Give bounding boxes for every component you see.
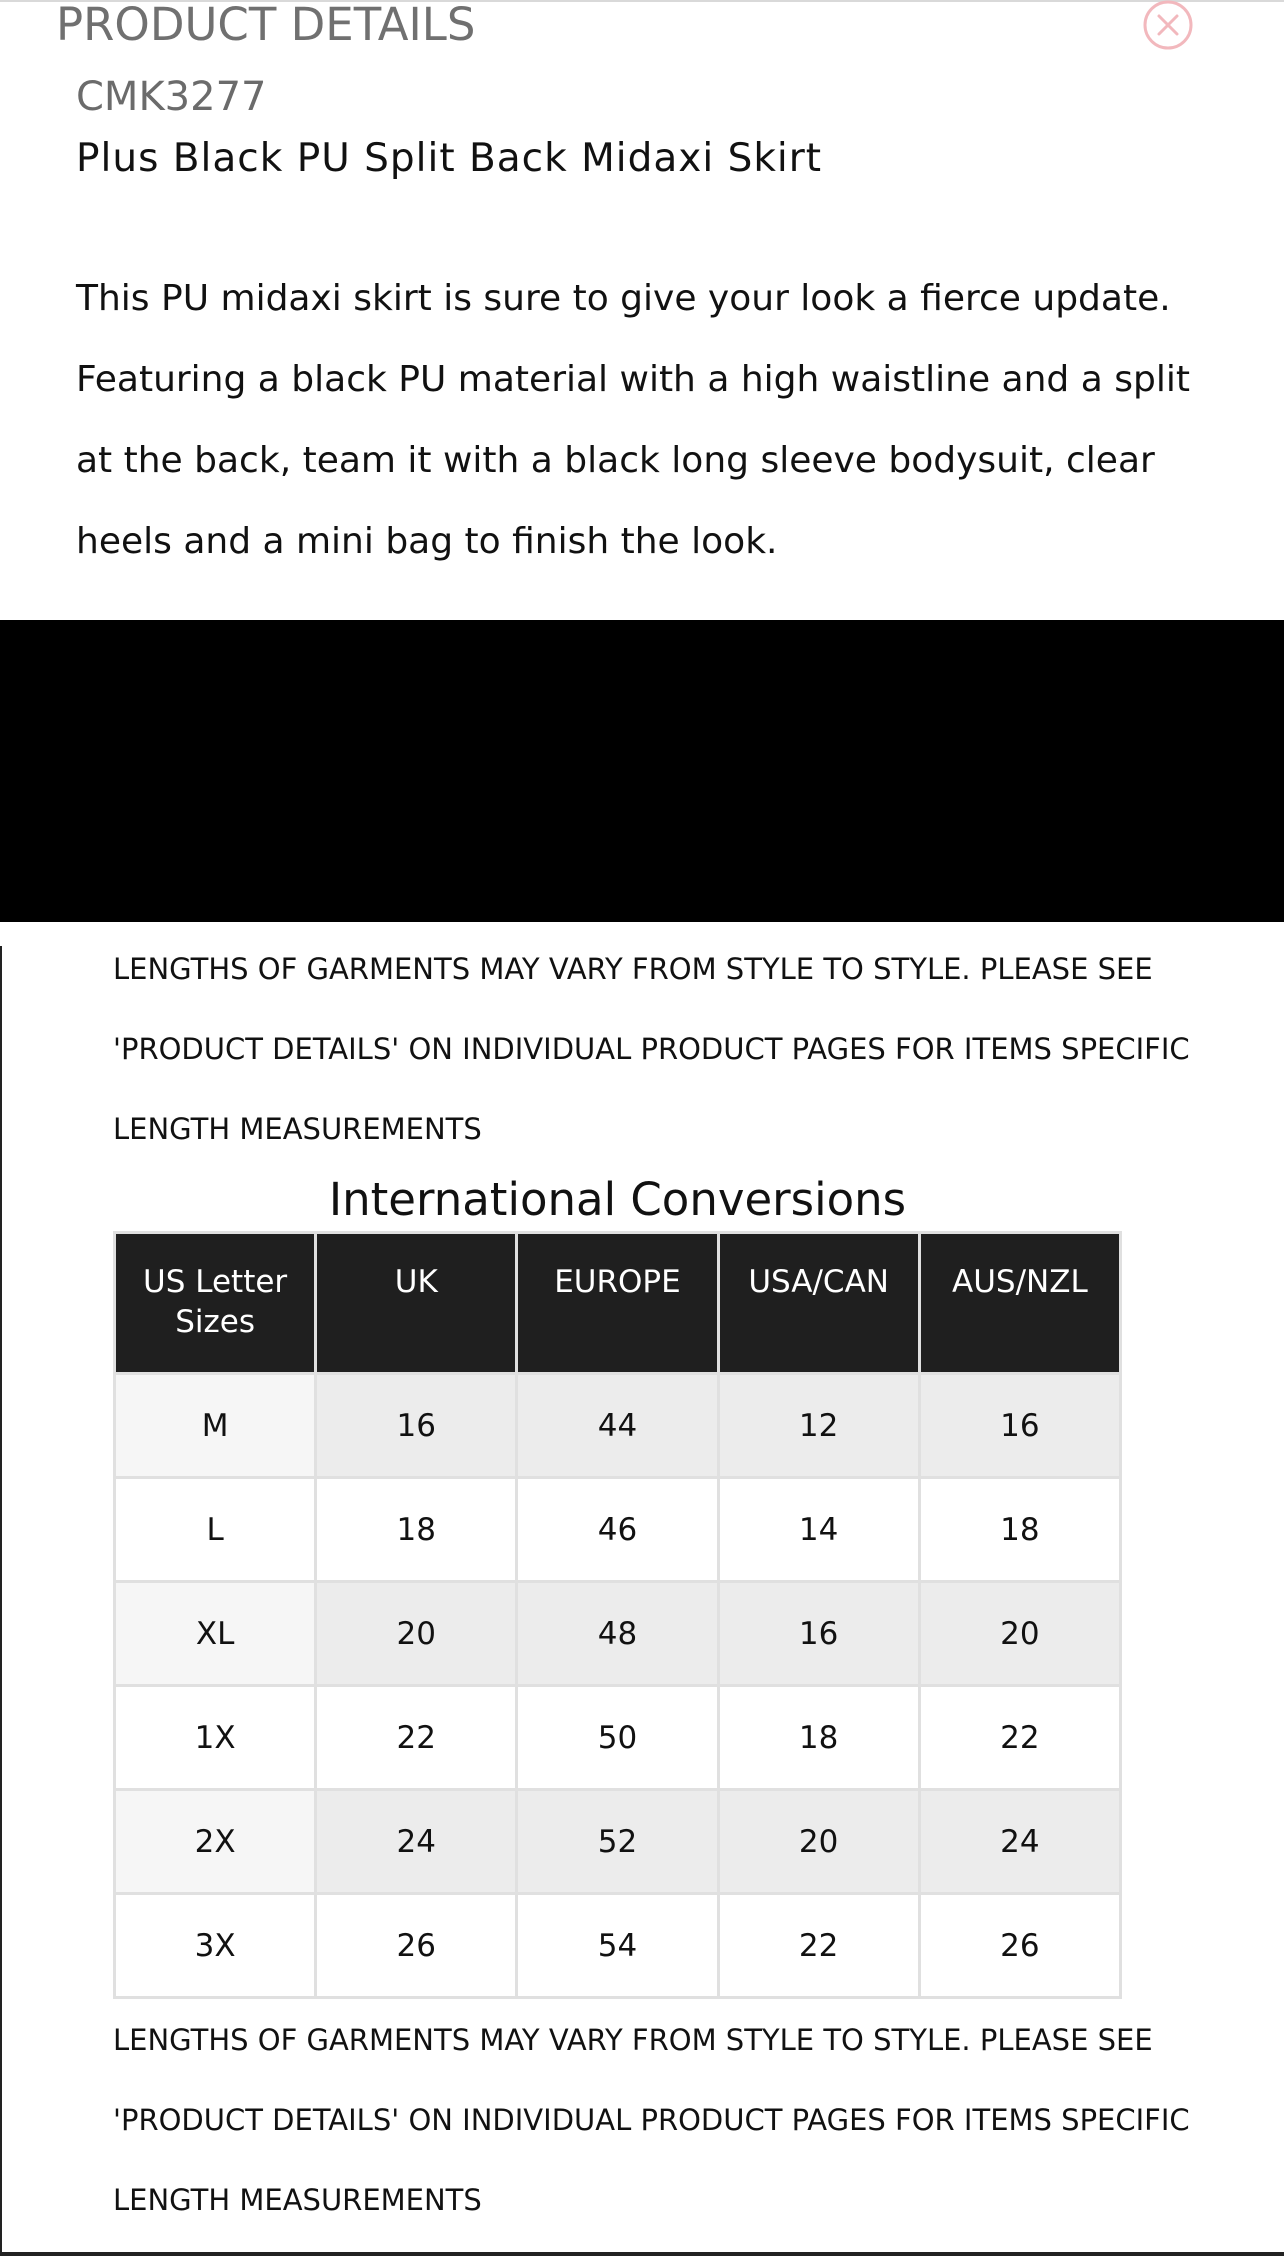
column-header-aus-nzl: AUS/NZL: [919, 1233, 1120, 1374]
close-circle-icon: [1143, 0, 1193, 50]
size-table-title: International Conversions: [328, 1173, 907, 1226]
notice-line: 'PRODUCT DETAILS' ON INDIVIDUAL PRODUCT PAGES FOR ITEMS SPECIFIC: [113, 1032, 1190, 1066]
table-row: [115, 1790, 1121, 1894]
table-cell: 52: [517, 1790, 718, 1894]
table-cell: L: [115, 1478, 316, 1582]
table-cell: 24: [919, 1790, 1120, 1894]
table-cell: 20: [718, 1790, 919, 1894]
page-title: PRODUCT DETAILS: [56, 0, 476, 51]
table-cell: 24: [316, 1790, 517, 1894]
table-row: [115, 1686, 1121, 1790]
table-row: [115, 1478, 1121, 1582]
table-row: [115, 1582, 1121, 1686]
close-button[interactable]: [1143, 0, 1193, 50]
table-cell: 18: [316, 1478, 517, 1582]
table-cell: 26: [919, 1894, 1120, 1998]
description-line: heels and a mini bag to finish the look.: [76, 521, 778, 562]
notice-line: LENGTH MEASUREMENTS: [113, 1112, 482, 1146]
table-header-row: [115, 1233, 1121, 1374]
column-header-us-letter: US Letter Sizes: [115, 1233, 316, 1374]
table-cell: 48: [517, 1582, 718, 1686]
table-cell: 12: [718, 1374, 919, 1478]
description-line: This PU midaxi skirt is sure to give your look a fierce update.: [76, 278, 1171, 319]
table-cell: 18: [718, 1686, 919, 1790]
table-cell: 16: [718, 1582, 919, 1686]
notice-line: LENGTH MEASUREMENTS: [113, 2183, 482, 2217]
table-cell: 1X: [115, 1686, 316, 1790]
table-cell: 54: [517, 1894, 718, 1998]
table-row: [115, 1374, 1121, 1478]
notice-line: LENGTHS OF GARMENTS MAY VARY FROM STYLE TO STYLE. PLEASE SEE: [113, 952, 1153, 986]
left-border: [0, 946, 2, 2256]
size-conversion-table: [113, 1231, 1122, 1999]
bottom-divider: [0, 2252, 1284, 2256]
table-cell: 20: [919, 1582, 1120, 1686]
column-header-europe: EUROPE: [517, 1233, 718, 1374]
table-cell: 46: [517, 1478, 718, 1582]
table-cell: XL: [115, 1582, 316, 1686]
table-cell: 18: [919, 1478, 1120, 1582]
table-cell: 3X: [115, 1894, 316, 1998]
table-cell: M: [115, 1374, 316, 1478]
length-notice-top: [113, 929, 1253, 1169]
length-notice-bottom: [113, 2000, 1253, 2240]
table-cell: 44: [517, 1374, 718, 1478]
table-cell: 20: [316, 1582, 517, 1686]
table-cell: 2X: [115, 1790, 316, 1894]
table-cell: 16: [919, 1374, 1120, 1478]
notice-line: LENGTHS OF GARMENTS MAY VARY FROM STYLE TO STYLE. PLEASE SEE: [113, 2023, 1153, 2057]
table-cell: 26: [316, 1894, 517, 1998]
media-placeholder: [0, 620, 1284, 922]
table-cell: 16: [316, 1374, 517, 1478]
table-cell: 22: [718, 1894, 919, 1998]
description-line: at the back, team it with a black long sleeve bodysuit, clear: [76, 440, 1155, 481]
column-header-uk: UK: [316, 1233, 517, 1374]
table-cell: 22: [316, 1686, 517, 1790]
table-cell: 22: [919, 1686, 1120, 1790]
description-line: Featuring a black PU material with a high waistline and a split: [76, 359, 1190, 400]
column-header-usa-can: USA/CAN: [718, 1233, 919, 1374]
notice-line: 'PRODUCT DETAILS' ON INDIVIDUAL PRODUCT PAGES FOR ITEMS SPECIFIC: [113, 2103, 1190, 2137]
table-row: [115, 1894, 1121, 1998]
product-description: [76, 258, 1216, 582]
table-cell: 50: [517, 1686, 718, 1790]
product-code: CMK3277: [76, 74, 267, 120]
product-name: Plus Black PU Split Back Midaxi Skirt: [76, 136, 823, 181]
table-cell: 14: [718, 1478, 919, 1582]
